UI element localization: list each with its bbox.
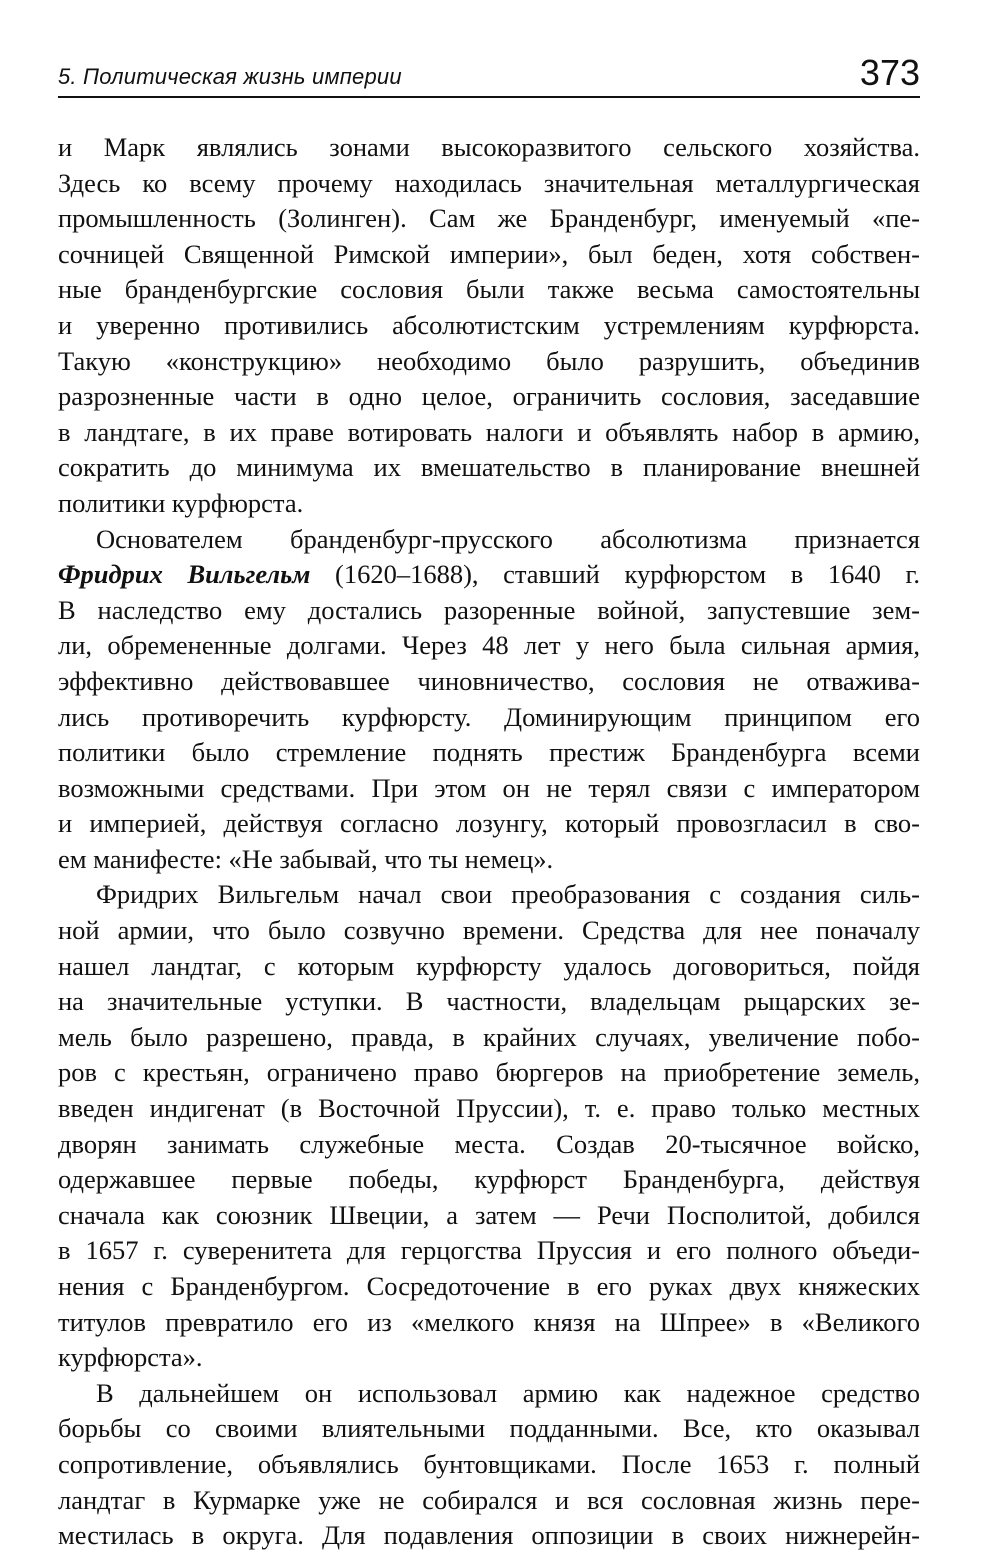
text-line: ландтаг в Курмарке уже не собирался и вся сословная жизнь пере-: [58, 1484, 920, 1515]
page-number: 373: [859, 52, 920, 93]
text-line: нашел ландтаг, с которым курфюрсту удалось договориться, пойдя: [58, 950, 920, 981]
text-line: В дальнейшем он использовал армию как надежное средство: [96, 1377, 920, 1408]
text-line: В наследство ему достались разоренные войной, запустевшие зем-: [58, 594, 920, 625]
text-line: нения с Бранденбургом. Сосредоточение в его руках двух княжеских: [58, 1271, 920, 1301]
text-line: Такую «конструкцию» необходимо было разрушить, объединив: [58, 345, 920, 376]
text-line: ные бранденбургские сословия были также весьма самостоятельны: [58, 274, 920, 305]
text-line: разрозненные части в одно целое, ограничить сословия, заседавшие: [58, 381, 920, 412]
text-line: дворян занимать служебные места. Создав 20-тысячное войско,: [58, 1128, 920, 1159]
text-line: в ландтаге, в их праве вотировать налоги и объявлять набор в армию,: [58, 416, 920, 447]
text-line: возможными средствами. При этом он не терял связи с императором: [58, 772, 920, 803]
text-line: эффективно действовавшее чиновничество, сословия не отважива-: [58, 665, 920, 696]
text-line: ем манифесте: «Не забывай, что ты немец».: [58, 843, 554, 874]
person-name-emphasis: Фридрих Вильгельм: [58, 559, 311, 590]
text-line: Здесь ко всему прочему находилась значительная металлургическая: [58, 167, 920, 198]
text-line: промышленность (Золинген). Сам же Бранденбург, именуемый «пе-: [58, 203, 920, 234]
text-line: политики курфюрста.: [58, 487, 304, 518]
text-line: титулов превратило его из «мелкого князя на Шпрее» в «Великого: [58, 1306, 920, 1337]
body-text: [58, 130, 920, 1554]
text-line: борьбы со своими влиятельными подданными. Все, кто оказывал: [58, 1413, 920, 1444]
text-line: сократить до минимума их вмешательство в планирование внешней: [58, 452, 920, 483]
text-line: политики было стремление поднять престиж Бранденбурга всеми: [58, 737, 920, 768]
text-line-with-name: [58, 557, 920, 593]
text-line: ли, обремененные долгами. Через 48 лет у него была сильная армия,: [58, 630, 920, 661]
text-line: сочницей Священной Римской империи», был беден, хотя собствен-: [58, 238, 920, 269]
text-line-rest: (1620–1688), ставший курфюрстом в 1640 г.: [310, 559, 920, 590]
text-line: лись противоречить курфюрсту. Доминирующим принципом его: [58, 701, 920, 732]
running-header: [58, 52, 920, 98]
text-line: введен индигенат (в Восточной Пруссии), т. е. право только местных: [58, 1093, 920, 1124]
text-line: Фридрих Вильгельм начал свои преобразования с создания силь-: [96, 879, 920, 910]
text-line: сопротивление, объявлялись бунтовщиками. После 1653 г. полный: [58, 1448, 920, 1479]
text-line: и империей, действуя согласно лозунгу, который провозгласил в сво-: [58, 808, 920, 839]
text-line: местилась в округа. Для подавления оппозиции в своих нижнерейн-: [58, 1520, 920, 1551]
text-line: курфюрста».: [58, 1342, 203, 1373]
text-line: мель было разрешено, правда, в крайних случаях, увеличение побо-: [58, 1021, 920, 1052]
text-line: сначала как союзник Швеции, а затем — Речи Посполитой, добился: [58, 1199, 920, 1230]
text-line: ной армии, что было созвучно времени. Средства для нее поначалу: [58, 915, 920, 946]
text-line: одержавшее первые победы, курфюрст Бранденбурга, действуя: [58, 1164, 920, 1195]
text-line: Основателем бранденбург-прусского абсолютизма признается: [96, 523, 920, 554]
chapter-title: 5. Политическая жизнь империи: [58, 64, 402, 89]
text-line: и уверенно противились абсолютистским устремлениям курфюрста.: [58, 309, 920, 340]
text-line: ров с крестьян, ограничено право бюргеров на приобретение земель,: [58, 1057, 920, 1088]
text-line: и Марк являлись зонами высокоразвитого сельского хозяйства.: [58, 132, 920, 162]
text-line: в 1657 г. суверенитета для герцогства Пруссия и его полного объеди-: [58, 1235, 920, 1266]
text-line: на значительные уступки. В частности, владельцам рыцарских зе-: [58, 986, 920, 1017]
